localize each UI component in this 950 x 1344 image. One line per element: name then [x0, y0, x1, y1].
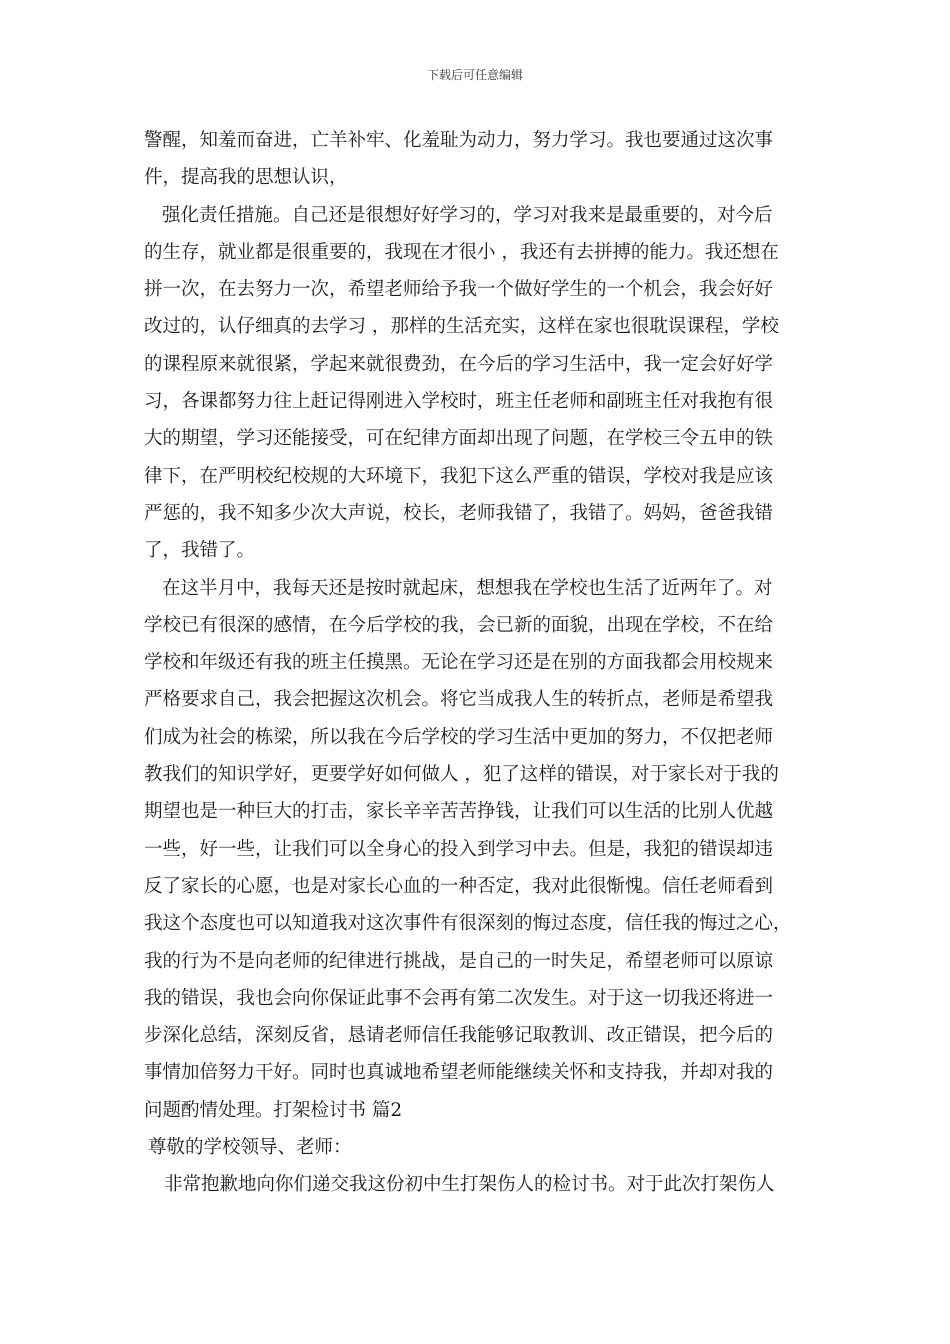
text-line: 我这个态度也可以知道我对这次事件有很深刻的悔过态度，信任我的悔过之心， [144, 913, 792, 935]
text-line: 尊敬的学校领导、老师： [148, 1137, 352, 1159]
text-line: 们成为社会的栋梁，所以我在今后学校的学习生活中更加的努力，不仅把老师 [144, 726, 774, 748]
document-body [144, 122, 812, 1204]
text-line: 件，提高我的思想认识， [144, 167, 348, 189]
text-line: 严格要求自己，我会把握这次机会。将它当成我人生的转折点，老师是希望我 [144, 689, 774, 711]
text-line: 警醒，知羞而奋进，亡羊补牢、化羞耻为动力，努力学习。我也要通过这次事 [144, 130, 774, 151]
text-line: 习，各课都努力往上赶记得刚进入学校时，班主任老师和副班主任对我抱有很 [144, 391, 774, 413]
text-line: 一些，好一些，让我们可以全身心的投入到学习中去。但是，我犯的错误却违 [144, 838, 774, 860]
text-line: 问题酌情处理。打架检讨书 篇2 [144, 1099, 403, 1121]
text-line: 期望也是一种巨大的打击，家长辛辛苦苦挣钱，让我们可以生活的比别人优越 [144, 801, 774, 823]
text-line: 律下，在严明校纪校规的大环境下，我犯下这么严重的错误，学校对我是应该 [144, 465, 774, 487]
text-line: 学校和年级还有我的班主任摸黑。无论在学习还是在别的方面我都会用校规来 [144, 652, 774, 674]
text-line: 强化责任措施。自己还是很想好好学习的，学习对我来是最重要的，对今后 [162, 204, 773, 226]
text-line: 在这半月中，我每天还是按时就起床，想想我在学校也生活了近两年了。对 [162, 577, 773, 599]
page-header: 下载后可任意编辑 [426, 68, 523, 82]
text-line: 大的期望，学习还能接受，可在纪律方面却出现了问题，在学校三令五申的铁 [144, 428, 774, 450]
text-line: 拼一次，在去努力一次，希望老师给予我一个做好学生的一个机会，我会好好 [144, 279, 774, 301]
text-line: 教我们的知识学好，更要学好如何做人 ，犯了这样的错误，对于家长对于我的 [144, 764, 779, 786]
text-line: 的生存，就业都是很重要的，我现在才很小 ，我还有去拼搏的能力。我还想在 [144, 241, 779, 263]
text-line: 步深化总结，深刻反省，恳请老师信任我能够记取教训、改正错误，把今后的 [144, 1025, 774, 1047]
text-line: 我的行为不是向老师的纪律进行挑战，是自己的一时失足，希望老师可以原谅 [144, 950, 774, 972]
text-line: 了，我错了。 [144, 540, 256, 562]
text-line: 改过的，认仔细真的去学习 ，那样的生活充实，这样在家也很耽误课程，学校 [144, 316, 779, 338]
text-line: 的课程原来就很紧，学起来就很费劲，在今后的学习生活中，我一定会好好学 [144, 353, 774, 375]
text-line: 非常抱歉地向你们递交我这份初中生打架伤人的检讨书。对于此次打架伤人 [164, 1174, 775, 1196]
text-line: 严惩的，我不知多少次大声说，校长，老师我错了，我错了。妈妈，爸爸我错 [144, 502, 774, 524]
text-line: 事情加倍努力干好。同时也真诚地希望老师能继续关怀和支持我，并却对我的 [144, 1062, 774, 1084]
text-line: 我的错误，我也会向你保证此事不会再有第二次发生。对于这一切我还将进一 [144, 987, 774, 1009]
text-line: 反了家长的心愿，也是对家长心血的一种否定，我对此很惭愧。信任老师看到 [144, 875, 774, 897]
text-line: 学校已有很深的感情，在今后学校的我，会已新的面貌，出现在学校，不在给 [144, 614, 774, 636]
